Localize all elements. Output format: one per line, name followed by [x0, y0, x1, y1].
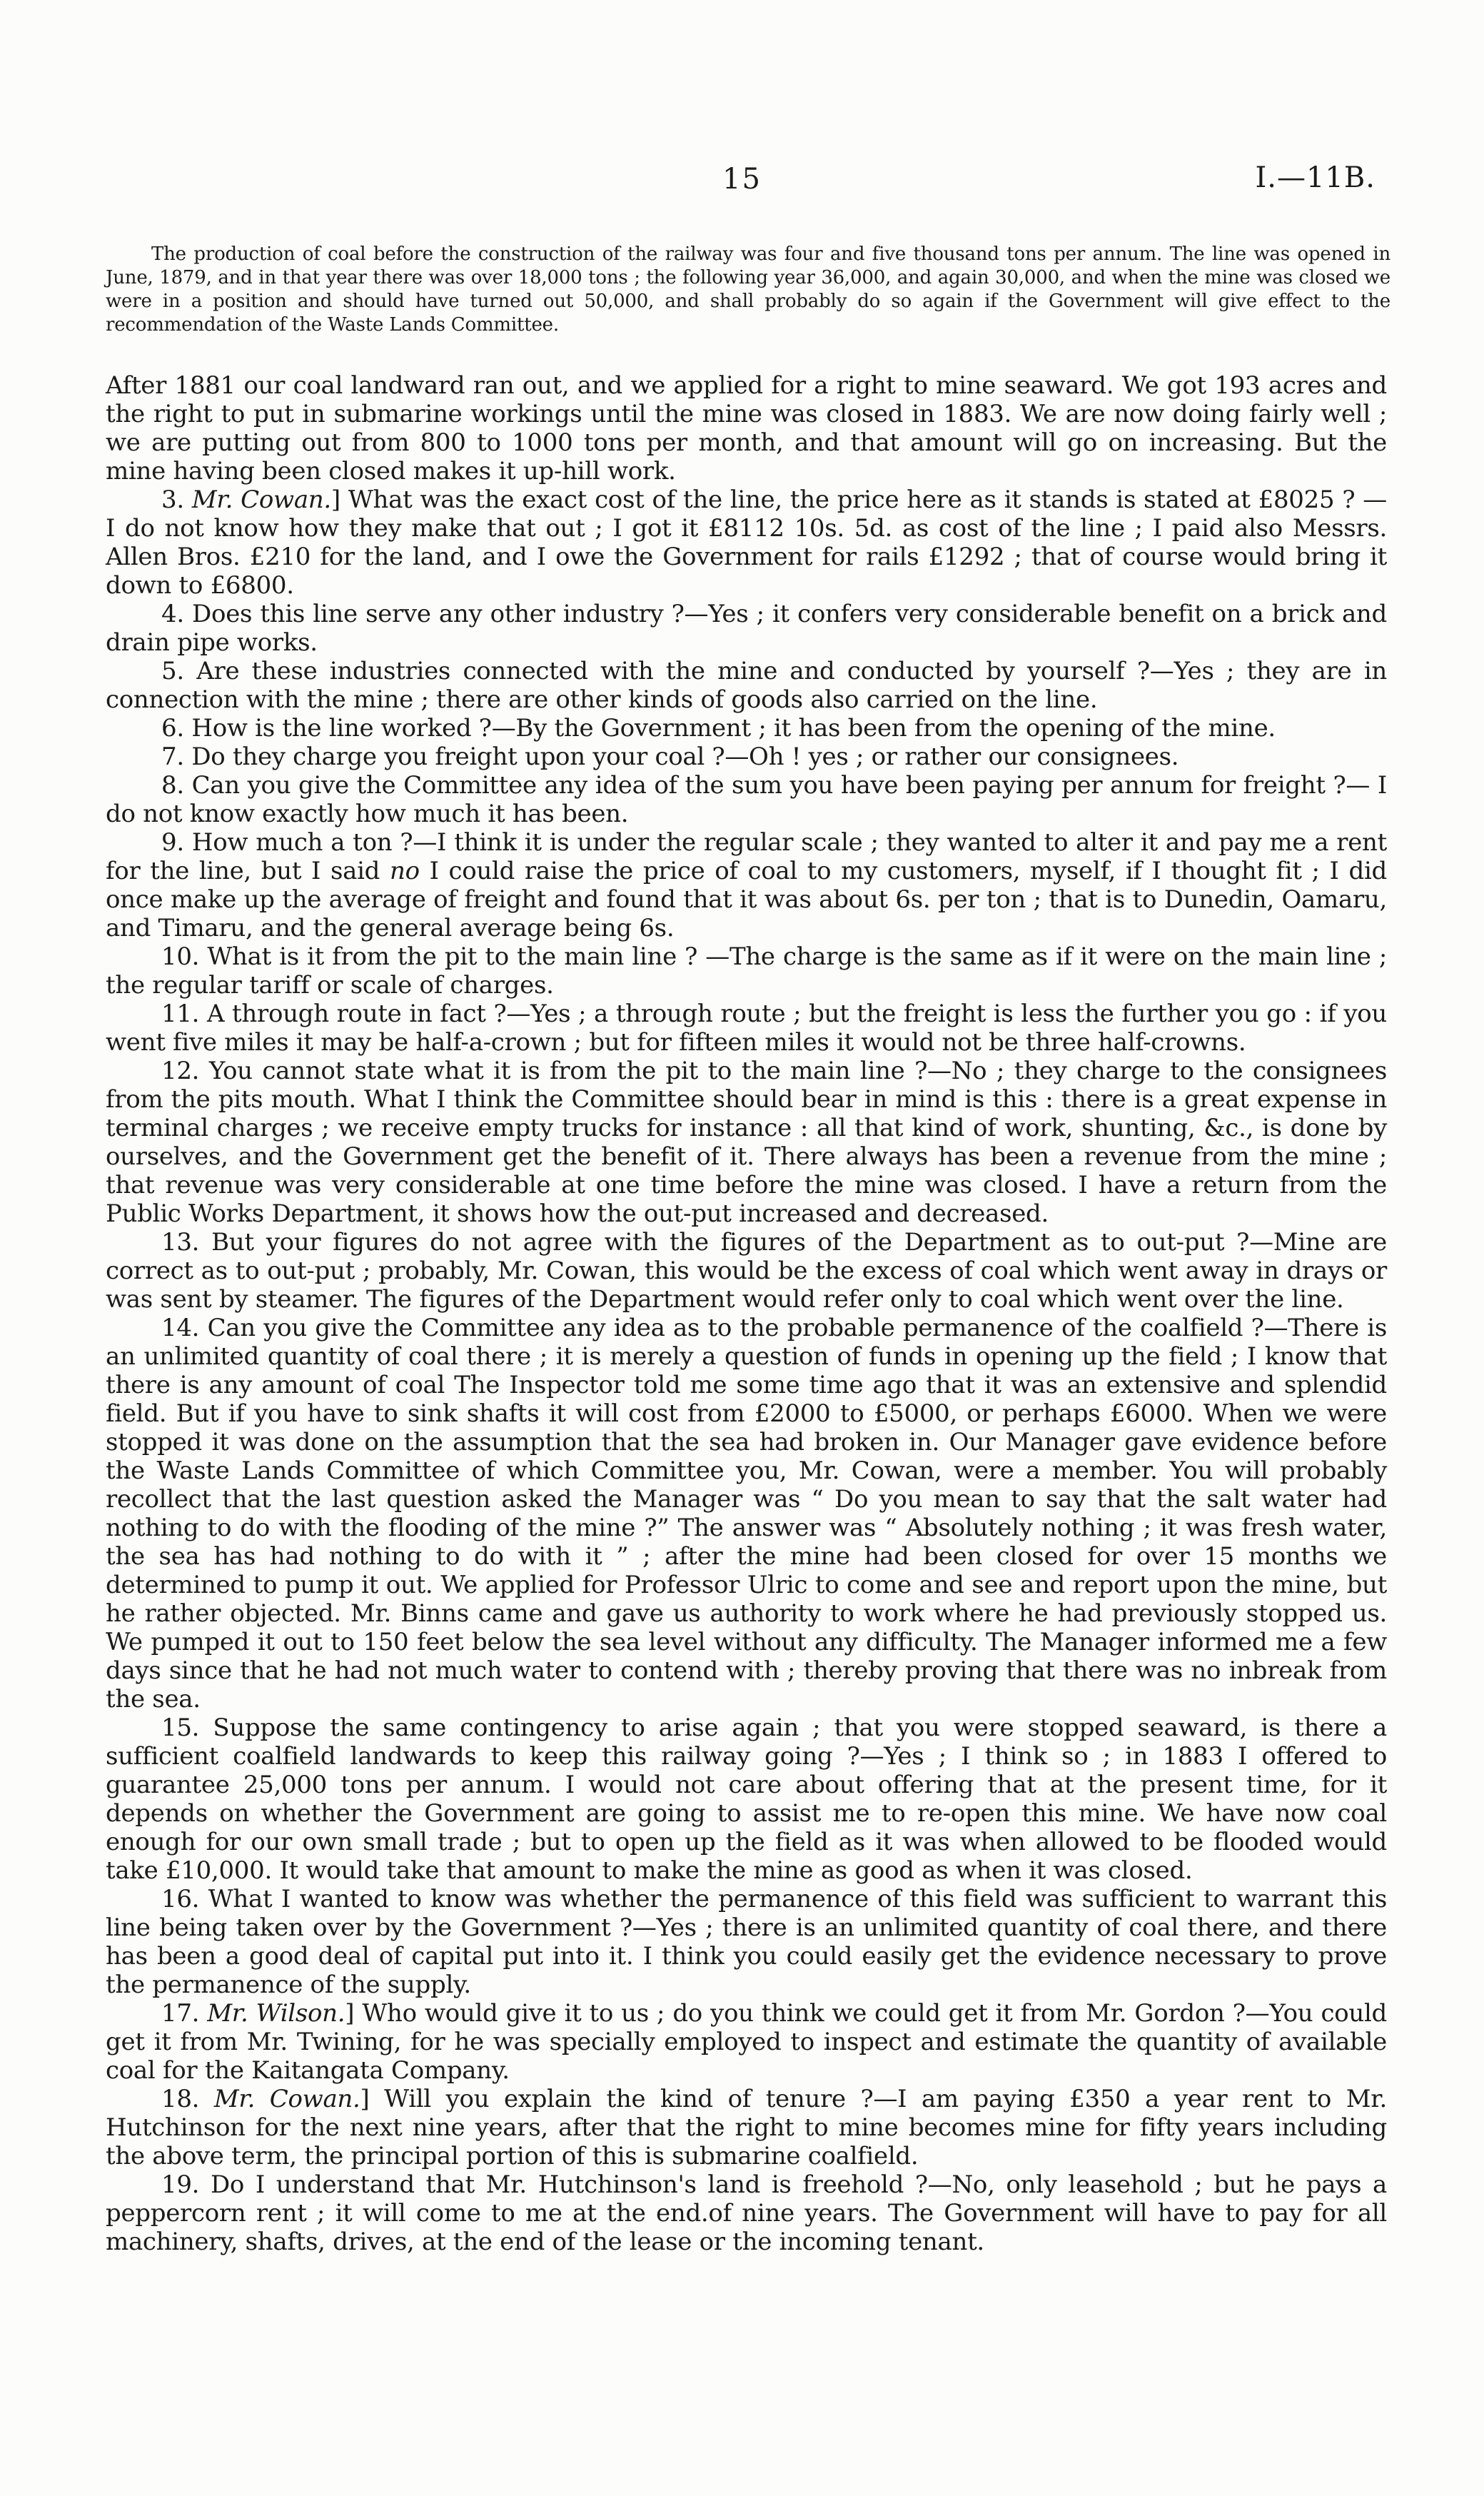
- intro-paragraph: The production of coal before the construction of the railway was four and five thousand tons per annum. The line was opened in June, 1879, and in that year there was over 18,000 tons ; the following year 36,000, and again 30,000, and when the mine was closed we were in a position and should have turned out 50,000, and shall probably do so again if the Government will give effect to the recommendation of the Waste Lands Committee.: [106, 243, 1390, 336]
- paragraph-q4: 4. Does this line serve any other industry ?—Yes ; it confers very considerable benefit on a brick and drain pipe works.: [106, 600, 1387, 657]
- paragraph-q8: 8. Can you give the Committee any idea of the sum you have been paying per annum for freight ?— I do not know exactly how much it has been.: [106, 771, 1387, 828]
- paragraph-q15: 15. Suppose the same contingency to arise again ; that you were stopped seaward, is there a sufficient coalfield landwards to keep this railway going ?—Yes ; I think so ; in 1883 I offered to guarantee 25,000 tons per annum. I would not care about offering that at the present time, for it depends on whether the Government are going to assist me to re-open this mine. We have now coal enough for our own small trade ; but to open up the field as it was when allowed to be flooded would take £10,000. It would take that amount to make the mine as good as when it was closed.: [106, 1714, 1387, 1885]
- document-reference: I.—11B.: [1255, 161, 1376, 194]
- page-number: 15: [722, 163, 762, 196]
- paragraph-q18: 18. Mr. Cowan.] Will you explain the kind of tenure ?—I am paying £350 a year rent to Mr. Hutchinson for the next nine years, after that the right to mine becomes mine for fifty years including the above term, the principal portion of this is submarine coalfield.: [106, 2085, 1387, 2170]
- paragraph-q5: 5. Are these industries connected with the mine and conducted by yourself ?—Yes ; they are in connection with the mine ; there are other kinds of goods also carried on the line.: [106, 657, 1387, 714]
- paragraph-q11: 11. A through route in fact ?—Yes ; a through route ; but the freight is less the further you go : if you went five miles it may be half-a-crown ; but for fifteen miles it would not be three half-crowns.: [106, 1000, 1387, 1057]
- paragraph-q3: 3. Mr. Cowan.] What was the exact cost of the line, the price here as it stands is stated at £8025 ? —I do not know how they make that out ; I got it £8112 10s. 5d. as cost of the line ; I paid also Messrs. Allen Bros. £210 for the land, and I owe the Government for rails £1292 ; that of course would bring it down to £6800.: [106, 485, 1387, 600]
- paragraph-q7: 7. Do they charge you freight upon your coal ?—Oh ! yes ; or rather our consignees.: [161, 743, 1179, 771]
- paragraph-q9: 9. How much a ton ?—I think it is under the regular scale ; they wanted to alter it and pay me a rent for the line, but I said no I could raise the price of coal to my customers, myself, if I thought fit ; I did once make up the average of freight and found that it was about 6s. per ton ; that is to Dunedin, Oamaru, and Timaru, and the general average being 6s.: [106, 828, 1387, 942]
- paragraph-q6: 6. How is the line worked ?—By the Government ; it has been from the opening of the mine.: [161, 714, 1276, 743]
- paragraph-q13: 13. But your figures do not agree with the figures of the Department as to out-put ?—Mine are correct as to out-put ; probably, Mr. Cowan, this would be the excess of coal which went away in drays or was sent by steamer. The figures of the Department would refer only to coal which went over the line.: [106, 1228, 1387, 1314]
- paragraph-q12: 12. You cannot state what it is from the pit to the main line ?—No ; they charge to the consignees from the pits mouth. What I think the Committee should bear in mind is this : there is a great expense in terminal charges ; we receive empty trucks for instance : all that kind of work, shunting, &c., is done by ourselves, and the Government get the benefit of it. There always has been a revenue from the mine ; that revenue was very considerable at one time before the mine was closed. I have a return from the Public Works Department, it shows how the out-put increased and decreased.: [106, 1057, 1387, 1228]
- paragraph-q19: 19. Do I understand that Mr. Hutchinson's land is freehold ?—No, only leasehold ; but he pays a peppercorn rent ; it will come to me at the end.of nine years. The Government will have to pay for all machinery, shafts, drives, at the end of the lease or the incoming tenant.: [106, 2170, 1387, 2256]
- paragraph-q10: 10. What is it from the pit to the main line ? —The charge is the same as if it were on the main line ; the regular tariff or scale of charges.: [106, 942, 1387, 1000]
- paragraph-q14: 14. Can you give the Committee any idea as to the probable permanence of the coalfield ?—There is an unlimited quantity of coal there ; it is merely a question of funds in opening up the field ; I know that there is any amount of coal The Inspector told me some time ago that it was an extensive and splendid field. But if you have to sink shafts it will cost from £2000 to £5000, or perhaps £6000. When we were stopped it was done on the assumption that the sea had broken in. Our Manager gave evidence before the Waste Lands Committee of which Committee you, Mr. Cowan, were a member. You will probably recollect that the last question asked the Manager was “ Do you mean to say that the salt water had nothing to do with the flooding of the mine ?” The answer was “ Absolutely nothing ; it was fresh water, the sea has had nothing to do with it ” ; after the mine had been closed for over 15 months we determined to pump it out. We applied for Professor Ulric to come and see and report upon the mine, but he rather objected. Mr. Binns came and gave us authority to work where he had previously stopped us. We pumped it out to 150 feet below the sea level without any difficulty. The Manager informed me a few days since that he had not much water to contend with ; thereby proving that there was no inbreak from the sea.: [106, 1314, 1387, 1714]
- paragraph-q17: 17. Mr. Wilson.] Who would give it to us ; do you think we could get it from Mr. Gordon ?—You could get it from Mr. Twining, for he was specially employed to inspect and estimate the quantity of available coal for the Kaitangata Company.: [106, 1999, 1387, 2085]
- testimony-body: [106, 371, 1387, 2256]
- paragraph-q16: 16. What I wanted to know was whether the permanence of this field was sufficient to warrant this line being taken over by the Government ?—Yes ; there is an unlimited quantity of coal there, and there has been a good deal of capital put into it. I think you could easily get the evidence necessary to prove the permanence of the supply.: [106, 1885, 1387, 1999]
- paragraph-continuation: After 1881 our coal landward ran out, and we applied for a right to mine seaward. We got 193 acres and the right to put in submarine workings until the mine was closed in 1883. We are now doing fairly well ; we are putting out from 800 to 1000 tons per month, and that amount will go on increasing. But the mine having been closed makes it up-hill work.: [106, 371, 1387, 485]
